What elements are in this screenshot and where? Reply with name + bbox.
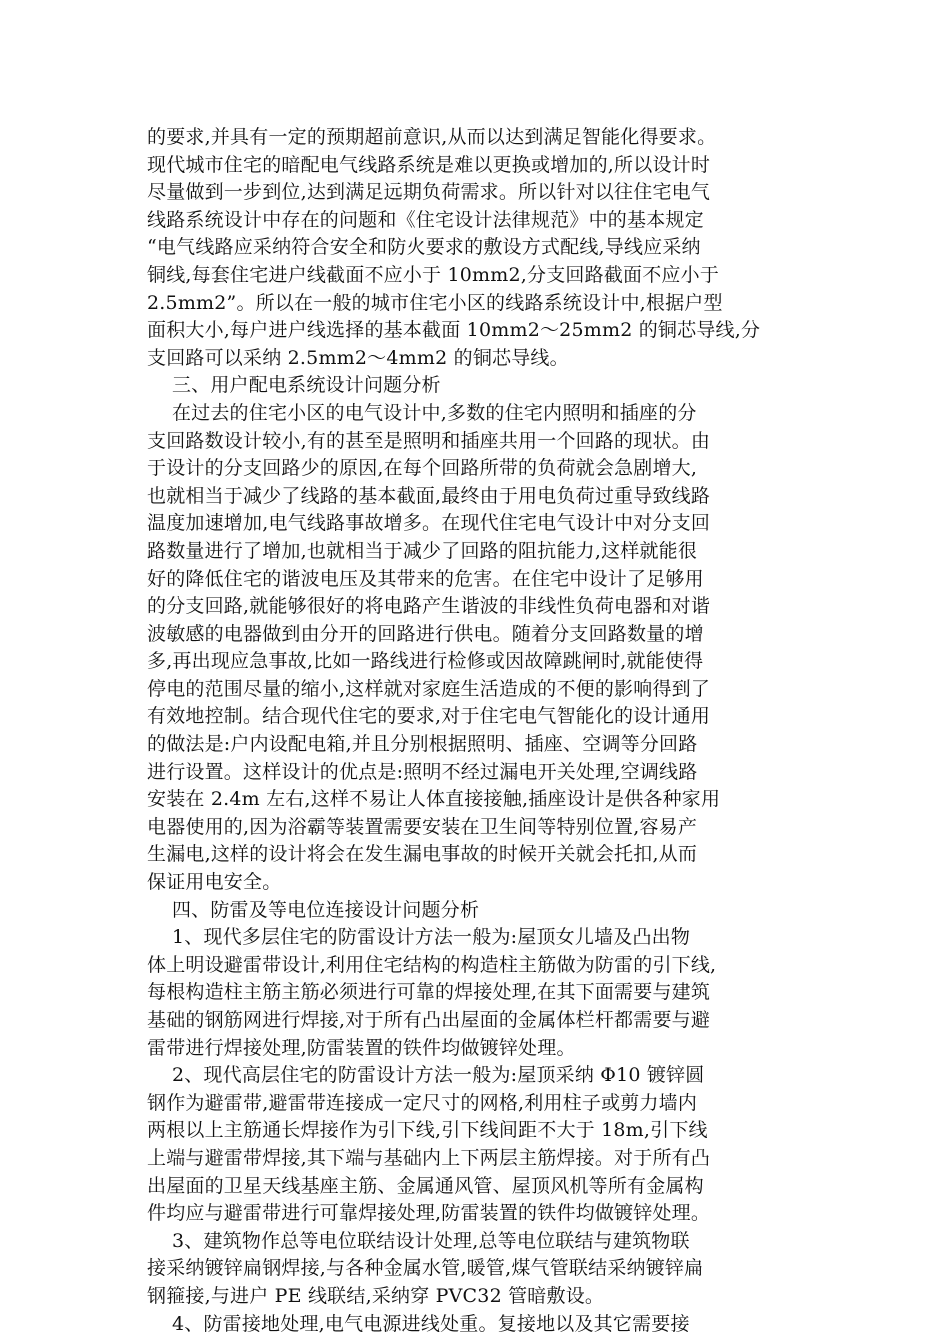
text-line: 出屋面的卫星天线基座主筋、金属通风管、屋顶风机等所有金属构 <box>147 1174 704 1197</box>
text-line: 电器使用的,因为浴霸等装置需要安装在卫生间等特别位置,容易产 <box>147 815 698 838</box>
text-line: 每根构造柱主筋主筋必须进行可靠的焊接处理,在其下面需要与建筑 <box>147 981 711 1004</box>
text-line: 两根以上主筋通长焊接作为引下线,引下线间距不大于 18m,引下线 <box>147 1119 708 1142</box>
text-line: 件均应与避雷带进行可靠焊接处理,防雷装置的铁件均做镀锌处理。 <box>147 1202 711 1225</box>
text-line: “电气线路应采纳符合安全和防火要求的敷设方式配线,导线应采纳 <box>147 236 701 259</box>
text-line: 体上明设避雷带设计,利用住宅结构的构造柱主筋做为防雷的引下线, <box>147 953 717 976</box>
text-line: 3、建筑物作总等电位联结设计处理,总等电位联结与建筑物联 <box>147 1229 690 1252</box>
section-heading: 三、用户配电系统设计问题分析 <box>147 374 441 397</box>
text-line: 生漏电,这样的设计将会在发生漏电事故的时候开关就会托扣,从而 <box>147 843 698 866</box>
text-line: 波敏感的电器做到由分开的回路进行供电。随着分支回路数量的增 <box>147 622 704 645</box>
text-line: 于设计的分支回路少的原因,在每个回路所带的负荷就会急剧增大, <box>147 457 698 480</box>
text-line: 上端与避雷带焊接,其下端与基础内上下两层主筋焊接。对于所有凸 <box>147 1146 711 1169</box>
text-line: 多,再出现应急事故,比如一路线进行检修或因故障跳闸时,就能使得 <box>147 650 704 673</box>
text-line: 支回路数设计较小,有的甚至是照明和插座共用一个回路的现状。由 <box>147 429 711 452</box>
text-line: 尽量做到一步到位,达到满足远期负荷需求。所以针对以往住宅电气 <box>147 181 711 204</box>
text-line: 4、防雷接地处理,电气电源进线处重。复接地以及其它需要接 <box>147 1312 690 1335</box>
text-line: 线路系统设计中存在的问题和《住宅设计法律规范》中的基本规定 <box>147 208 704 231</box>
text-line: 好的降低住宅的谐波电压及其带来的危害。在住宅中设计了足够用 <box>147 567 704 590</box>
text-line: 基础的钢筋网进行焊接,对于所有凸出屋面的金属体栏杆都需要与避 <box>147 1009 711 1031</box>
text-line: 的做法是:户内设配电箱,并且分别根据照明、插座、空调等分回路 <box>147 733 698 756</box>
text-line: 有效地控制。结合现代住宅的要求,对于住宅电气智能化的设计通用 <box>147 705 711 728</box>
text-line: 2、现代高层住宅的防雷设计方法一般为:屋顶采纳 Φ10 镀锌圆 <box>147 1064 705 1087</box>
text-line: 进行设置。这样设计的优点是:照明不经过漏电开关处理,空调线路 <box>147 760 698 783</box>
text-line: 温度加速增加,电气线路事故增多。在现代住宅电气设计中对分支回 <box>147 512 711 535</box>
text-line: 停电的范围尽量的缩小,这样就对家庭生活造成的不便的影响得到了 <box>147 677 711 700</box>
body-text <box>147 124 807 1338</box>
text-line: 支回路可以采纳 2.5mm2～4mm2 的铜芯导线。 <box>147 346 569 369</box>
text-line: 接采纳镀锌扁钢焊接,与各种金属水管,暖管,煤气管联结采纳镀锌扁 <box>147 1257 704 1280</box>
text-line: 1、现代多层住宅的防雷设计方法一般为:屋顶女儿墙及凸出物 <box>147 926 691 949</box>
text-line: 2.5mm2”。所以在一般的城市住宅小区的线路系统设计中,根据户型 <box>147 291 723 314</box>
text-line: 保证用电安全。 <box>147 871 282 894</box>
text-line: 在过去的住宅小区的电气设计中,多数的住宅内照明和插座的分 <box>147 401 697 424</box>
text-line: 的分支回路,就能够很好的将电路产生谐波的非线性负荷电器和对谐 <box>147 595 711 618</box>
text-line: 的要求,并具有一定的预期超前意识,从而以达到满足智能化得要求。 <box>147 126 717 148</box>
text-line: 也就相当于减少了线路的基本截面,最终由于用电负荷过重导致线路 <box>147 484 711 507</box>
text-line: 雷带进行焊接处理,防雷装置的铁件均做镀锌处理。 <box>147 1036 576 1059</box>
text-line: 面积大小,每户进户线选择的基本截面 10mm2～25mm2 的铜芯导线,分 <box>147 319 761 342</box>
text-line: 安装在 2.4m 左右,这样不易让人体直接接触,插座设计是供各种家用 <box>147 788 721 811</box>
text-line: 现代城市住宅的暗配电气线路系统是难以更换或增加的,所以设计时 <box>147 153 711 176</box>
text-line: 钢箍接,与进户 PE 线联结,采纳穿 PVC32 管暗敷设。 <box>147 1284 605 1307</box>
text-line: 路数量进行了增加,也就相当于减少了回路的阻抗能力,这样就能很 <box>147 539 698 562</box>
text-line: 钢作为避雷带,避雷带连接成一定尺寸的网格,利用柱子或剪力墙内 <box>147 1091 698 1114</box>
text-line: 铜线,每套住宅进户线截面不应小于 10mm2,分支回路截面不应小于 <box>147 263 720 286</box>
section-heading: 四、防雷及等电位连接设计问题分析 <box>147 898 480 921</box>
